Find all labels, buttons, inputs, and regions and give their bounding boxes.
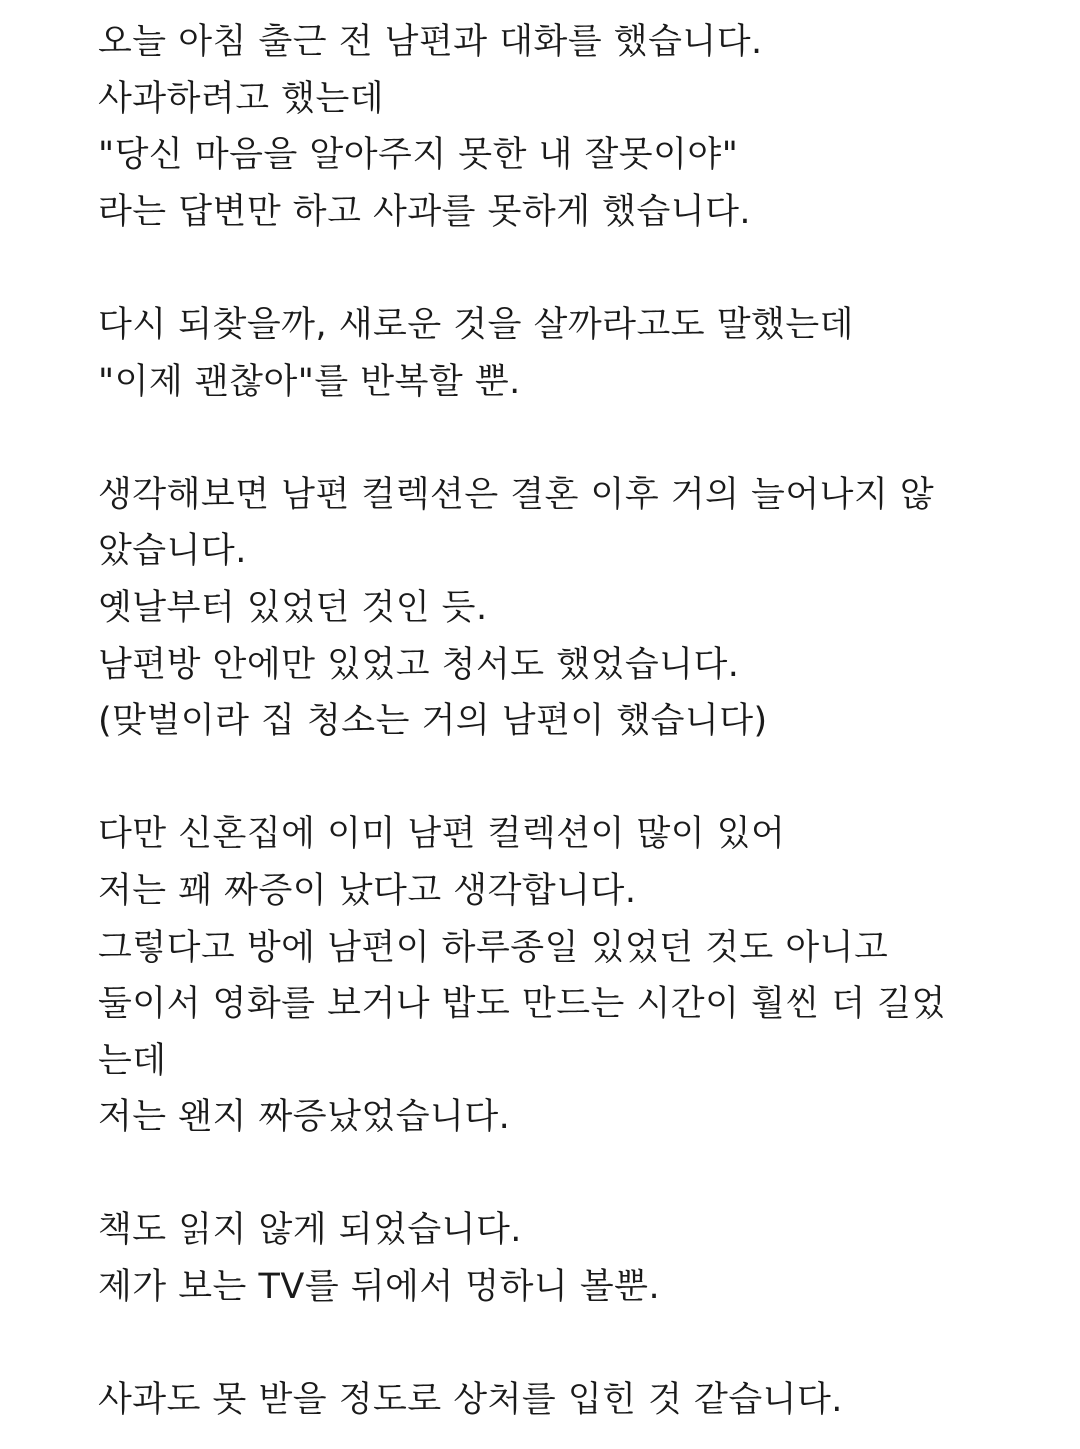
text-line: (맞벌이라 집 청소는 거의 남편이 했습니다) bbox=[98, 701, 768, 742]
text-line: 다만 신혼집에 이미 남편 컬렉션이 많이 있어 bbox=[98, 814, 786, 855]
text-line: 오늘 아침 출근 전 남편과 대화를 했습니다. bbox=[98, 22, 763, 62]
text-line: 라는 답변만 하고 사과를 못하게 했습니다. bbox=[98, 191, 752, 232]
text-line: 남편방 안에만 있었고 청서도 했었습니다. bbox=[98, 644, 740, 685]
blank-line bbox=[98, 410, 1058, 467]
text-line: "당신 마음을 알아주지 못한 내 잘못이야" bbox=[98, 135, 739, 176]
blank-line bbox=[98, 1316, 1058, 1373]
blank-line bbox=[98, 240, 1058, 297]
text-line: 저는 왠지 짜증났었습니다. bbox=[98, 1097, 511, 1138]
text-line: "이제 괜찮아"를 반복할 뿐. bbox=[98, 361, 521, 402]
text-line: 는데 bbox=[98, 1040, 167, 1081]
text-line: 았습니다. bbox=[98, 531, 247, 572]
text-line: 다시 되찾을까, 새로운 것을 살까라고도 말했는데 bbox=[98, 304, 854, 345]
text-line: 그렇다고 방에 남편이 하루종일 있었던 것도 아니고 bbox=[98, 927, 889, 968]
text-line: 제가 보는 TV를 뒤에서 멍하니 볼뿐. bbox=[98, 1267, 661, 1308]
post-body bbox=[98, 14, 1058, 1429]
text-line: 옛날부터 있었던 것인 듯. bbox=[98, 587, 488, 628]
blank-line bbox=[98, 1146, 1058, 1203]
blank-line bbox=[98, 750, 1058, 807]
text-line: 사과도 못 받을 정도로 상처를 입힌 것 같습니다. bbox=[98, 1380, 843, 1421]
text-line: 사과하려고 했는데 bbox=[98, 78, 385, 119]
text-line: 책도 읽지 않게 되었습니다. bbox=[98, 1210, 522, 1251]
text-line: 둘이서 영화를 보거나 밥도 만드는 시간이 훨씬 더 길었 bbox=[98, 984, 946, 1025]
text-line: 생각해보면 남편 컬렉션은 결혼 이후 거의 늘어나지 않 bbox=[98, 474, 935, 515]
text-line: 저는 꽤 짜증이 났다고 생각합니다. bbox=[98, 870, 637, 911]
